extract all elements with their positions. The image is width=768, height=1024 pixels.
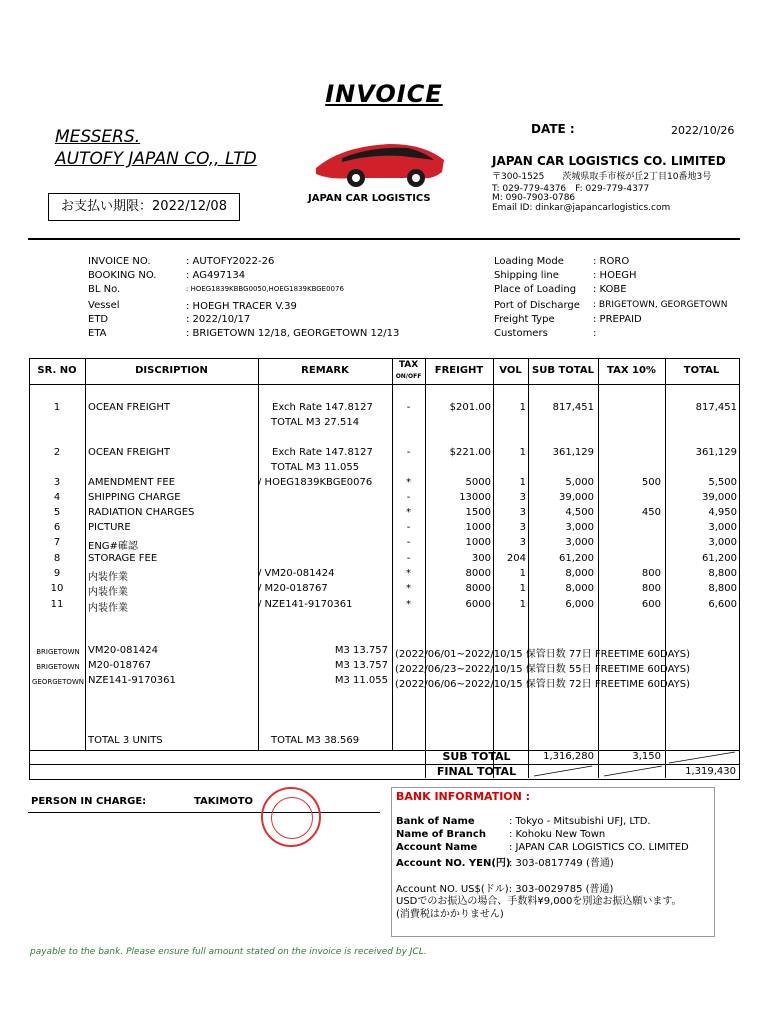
header-freight: FREIGHT xyxy=(434,365,484,376)
cell-vol: 1 xyxy=(519,583,526,594)
cell-tax: * xyxy=(406,583,411,594)
info-label: BOOKING NO. xyxy=(88,270,157,281)
cell-sr: 7 xyxy=(53,537,61,548)
cell-sr: 6 xyxy=(53,522,61,533)
header-total: TOTAL xyxy=(683,365,720,376)
cell-vol: 3 xyxy=(519,522,526,533)
final-total-label: FINAL TOTAL xyxy=(436,765,517,778)
info-label: Loading Mode xyxy=(494,256,564,267)
cell-tax: - xyxy=(406,537,411,548)
sub-total-label: SUB TOTAL xyxy=(442,750,511,763)
cell-freight: 300 xyxy=(471,553,491,564)
cell-sub: 8,000 xyxy=(565,583,594,594)
unit-port: GEORGETOWN xyxy=(32,678,85,686)
bank-value: : Tokyo - Mitsubishi UFJ, LTD. xyxy=(509,816,651,827)
cell-tax: * xyxy=(406,599,411,610)
logo-text: JAPAN CAR LOGISTICS xyxy=(308,193,431,204)
cell-tax10: 800 xyxy=(641,568,661,579)
cell-sub: 61,200 xyxy=(559,553,594,564)
info-value: : xyxy=(593,328,597,339)
client-block xyxy=(55,126,257,170)
bank-value: : JAPAN CAR LOGISTICS CO. LIMITED xyxy=(509,842,689,853)
final-total-value: 1,319,430 xyxy=(685,766,736,777)
cell-vol: 1 xyxy=(519,447,526,458)
cell-desc: AMENDMENT FEE xyxy=(88,477,176,488)
cell-tax: * xyxy=(406,568,411,579)
cell-freight: 6000 xyxy=(465,599,491,610)
cell-total: 361,129 xyxy=(695,447,737,458)
cell-remark: / M20-018767 xyxy=(258,583,328,594)
cell-sr: 4 xyxy=(53,492,61,503)
info-label: Customers xyxy=(494,328,548,339)
cell-tax: - xyxy=(406,553,411,564)
cell-freight: 1000 xyxy=(465,522,491,533)
cell-vol: 3 xyxy=(519,537,526,548)
cell-desc: OCEAN FREIGHT xyxy=(88,447,171,458)
cell-tax: - xyxy=(406,402,411,413)
cell-sr: 2 xyxy=(53,447,61,458)
cell-sr: 11 xyxy=(50,599,64,610)
cell-sr: 1 xyxy=(53,402,61,413)
cell-sr: 3 xyxy=(53,477,61,488)
cell-sub: 361,129 xyxy=(552,447,594,458)
info-value: : HOEGH xyxy=(593,270,637,281)
shipment-info-left xyxy=(88,256,478,346)
client-name: AUTOFY JAPAN CO,, LTD xyxy=(55,149,257,169)
cell-remark-detail: TOTAL M3 11.055 xyxy=(271,462,360,473)
cell-sr: 5 xyxy=(53,507,61,518)
cell-sr: 9 xyxy=(53,568,61,579)
cell-sub: 817,451 xyxy=(552,402,594,413)
cell-remark: Exch Rate 147.8127 xyxy=(272,402,373,413)
unit-storage: (2022/06/23~2022/10/15 保管日数 55日 FREETIME 60DAYS) xyxy=(395,664,691,675)
info-label: Freight Type xyxy=(494,314,555,325)
cell-freight: 5000 xyxy=(465,477,491,488)
company-address: 〒300-1525 茨城県取手市桜が丘2丁目10番地3号 xyxy=(492,172,712,182)
cell-desc: OCEAN FREIGHT xyxy=(88,402,171,413)
company-phone: T: 029-779-4376 F: 029-779-4377 xyxy=(492,184,650,194)
tax-total-value: 3,150 xyxy=(632,751,661,762)
info-value: : PREPAID xyxy=(593,314,642,325)
cell-total: 39,000 xyxy=(702,492,737,503)
company-name: JAPAN CAR LOGISTICS CO. LIMITED xyxy=(492,154,726,168)
cell-tax10: 800 xyxy=(641,583,661,594)
client-label: MESSERS. xyxy=(55,127,141,147)
company-email: Email ID: dinkar@japancarlogistics.com xyxy=(492,203,671,213)
cell-remark: / NZE141-9170361 xyxy=(258,599,353,610)
unit-port: BRIGETOWN xyxy=(36,663,80,671)
bank-title: BANK INFORMATION : xyxy=(396,790,531,803)
unit-m3: M3 13.757 xyxy=(334,645,388,656)
cell-freight: $221.00 xyxy=(449,447,491,458)
bank-label: Account Name xyxy=(396,842,478,853)
cell-tax: - xyxy=(406,447,411,458)
unit-chassis: M20-018767 xyxy=(88,660,152,671)
cell-vol: 3 xyxy=(519,492,526,503)
cell-vol: 1 xyxy=(519,599,526,610)
car-logo-icon xyxy=(312,138,448,192)
info-value: : HOEGH TRACER V.39 xyxy=(186,301,297,312)
cell-desc: 内装作業 xyxy=(88,587,128,598)
cell-desc: PICTURE xyxy=(88,522,131,533)
bank-value: : 303-0817749 (普通) xyxy=(509,858,614,869)
unit-storage: (2022/06/01~2022/10/15 保管日数 77日 FREETIME 60DAYS) xyxy=(395,649,691,660)
date-label: DATE : xyxy=(531,122,575,136)
header-remark: REMARK xyxy=(301,365,349,376)
cell-tax: - xyxy=(406,522,411,533)
cell-sub: 3,000 xyxy=(565,537,594,548)
company-mobile: M: 090-7903-0786 xyxy=(492,193,576,203)
cell-vol: 1 xyxy=(519,402,526,413)
usd-account: Account NO. US$(ドル): 303-0029785 (普通) xyxy=(396,884,614,895)
unit-port: BRIGETOWN xyxy=(36,648,80,656)
cell-total: 4,950 xyxy=(708,507,737,518)
person-label: PERSON IN CHARGE: xyxy=(31,796,147,807)
cell-desc: 内装作業 xyxy=(88,603,128,614)
cell-sub: 6,000 xyxy=(565,599,594,610)
cell-tax10: 450 xyxy=(641,507,661,518)
cell-tax: * xyxy=(406,507,411,518)
cell-tax10: 500 xyxy=(641,477,661,488)
info-value: : HOEG1839KBBG0050,HOEG1839KBGE0076 xyxy=(186,285,344,293)
diagonal-strike-icon xyxy=(528,750,665,778)
header-vol: VOL xyxy=(499,365,522,376)
cell-sub: 8,000 xyxy=(565,568,594,579)
bank-label: Name of Branch xyxy=(396,829,486,840)
cell-sr: 8 xyxy=(53,553,61,564)
info-label: Port of Discharge xyxy=(494,300,580,311)
table-header-divider xyxy=(29,384,740,385)
cell-total: 6,600 xyxy=(708,599,737,610)
signature-line xyxy=(28,812,380,813)
person-name: TAKIMOTO xyxy=(194,796,254,807)
cell-sub: 3,000 xyxy=(565,522,594,533)
header-divider xyxy=(28,238,740,240)
invoice-title: INVOICE xyxy=(325,80,443,108)
info-value: : BRIGETOWN 12/18, GEORGETOWN 12/13 xyxy=(186,328,400,339)
info-label: ETA xyxy=(88,328,107,339)
diagonal-strike-icon xyxy=(665,750,740,764)
unit-m3: M3 11.055 xyxy=(334,675,388,686)
cell-vol: 204 xyxy=(506,553,526,564)
date-value: 2022/10/26 xyxy=(671,124,735,137)
header-tax-onoff: ON/OFF xyxy=(395,373,422,380)
cell-desc: STORAGE FEE xyxy=(88,553,158,564)
bank-value: : Kohoku New Town xyxy=(509,829,606,840)
cell-freight: 8000 xyxy=(465,583,491,594)
col-divider xyxy=(258,358,259,750)
cell-sub: 39,000 xyxy=(559,492,594,503)
unit-chassis: VM20-081424 xyxy=(88,645,158,656)
cell-tax: * xyxy=(406,477,411,488)
info-label: Place of Loading xyxy=(494,284,577,295)
info-label: Vessel xyxy=(88,300,120,311)
cell-total: 8,800 xyxy=(708,583,737,594)
bank-information-box xyxy=(391,787,715,937)
cell-tax10: 600 xyxy=(641,599,661,610)
cell-desc: SHIPPING CHARGE xyxy=(88,492,181,503)
cell-freight: $201.00 xyxy=(449,402,491,413)
cell-remark: Exch Rate 147.8127 xyxy=(272,447,373,458)
cell-freight: 1500 xyxy=(465,507,491,518)
cell-total: 61,200 xyxy=(702,553,737,564)
header-sr: SR. NO xyxy=(37,365,77,376)
tax-note: (消費税はかかりません) xyxy=(396,909,504,920)
info-label: INVOICE NO. xyxy=(88,256,151,267)
total-units: TOTAL 3 UNITS xyxy=(88,735,163,746)
cell-freight: 8000 xyxy=(465,568,491,579)
header-tax10: TAX 10% xyxy=(607,365,656,376)
info-label: Shipping line xyxy=(494,270,559,281)
unit-chassis: NZE141-9170361 xyxy=(88,675,176,686)
cell-vol: 1 xyxy=(519,477,526,488)
cell-desc: 内装作業 xyxy=(88,572,128,583)
cell-freight: 1000 xyxy=(465,537,491,548)
cell-vol: 1 xyxy=(519,568,526,579)
shipment-info-right xyxy=(494,256,744,346)
company-seal-icon xyxy=(261,787,321,847)
usd-fee-note: USDでのお振込の場合、手数料¥9,000を別途お振込願います。 xyxy=(396,896,682,907)
cell-tax: - xyxy=(406,492,411,503)
info-value: : 2022/10/17 xyxy=(186,314,251,325)
cell-desc: ENG#確認 xyxy=(88,541,138,552)
payment-deadline: お支払い期限：2022/12/08 xyxy=(48,193,240,221)
cell-remark: / VM20-081424 xyxy=(258,568,335,579)
cell-total: 5,500 xyxy=(708,477,737,488)
cell-remark-detail: TOTAL M3 27.514 xyxy=(271,417,360,428)
cell-sub: 4,500 xyxy=(565,507,594,518)
cell-freight: 13000 xyxy=(459,492,491,503)
cell-desc: RADIATION CHARGES xyxy=(88,507,195,518)
cell-vol: 3 xyxy=(519,507,526,518)
info-value: : AUTOFY2022-26 xyxy=(186,256,275,267)
total-m3: TOTAL M3 38.569 xyxy=(271,735,360,746)
cell-total: 3,000 xyxy=(708,522,737,533)
cell-remark: / HOEG1839KBGE0076 xyxy=(258,477,373,488)
cell-total: 817,451 xyxy=(695,402,737,413)
info-label: ETD xyxy=(88,314,109,325)
header-tax: TAX xyxy=(398,360,419,370)
bank-label: Bank of Name xyxy=(396,816,475,827)
info-value: : KOBE xyxy=(593,284,627,295)
unit-m3: M3 13.757 xyxy=(334,660,388,671)
info-value: : AG497134 xyxy=(186,270,246,281)
unit-storage: (2022/06/06~2022/10/15 保管日数 72日 FREETIME 60DAYS) xyxy=(395,679,691,690)
header-subtotal: SUB TOTAL xyxy=(532,365,594,376)
cell-sub: 5,000 xyxy=(565,477,594,488)
cell-sr: 10 xyxy=(50,583,64,594)
sub-total-value: 1,316,280 xyxy=(543,751,594,762)
cell-total: 8,800 xyxy=(708,568,737,579)
info-value: : BRIGETOWN, GEORGETOWN xyxy=(593,300,728,310)
footer-note: payable to the bank. Please ensure full amount stated on the invoice is received by JCL. xyxy=(30,947,427,957)
col-divider xyxy=(85,358,86,750)
info-label: BL No. xyxy=(88,284,121,295)
bank-label: Account NO. YEN(円) xyxy=(396,858,511,869)
cell-total: 3,000 xyxy=(708,537,737,548)
info-value: : RORO xyxy=(593,256,630,267)
header-description: DISCRIPTION xyxy=(135,365,208,376)
